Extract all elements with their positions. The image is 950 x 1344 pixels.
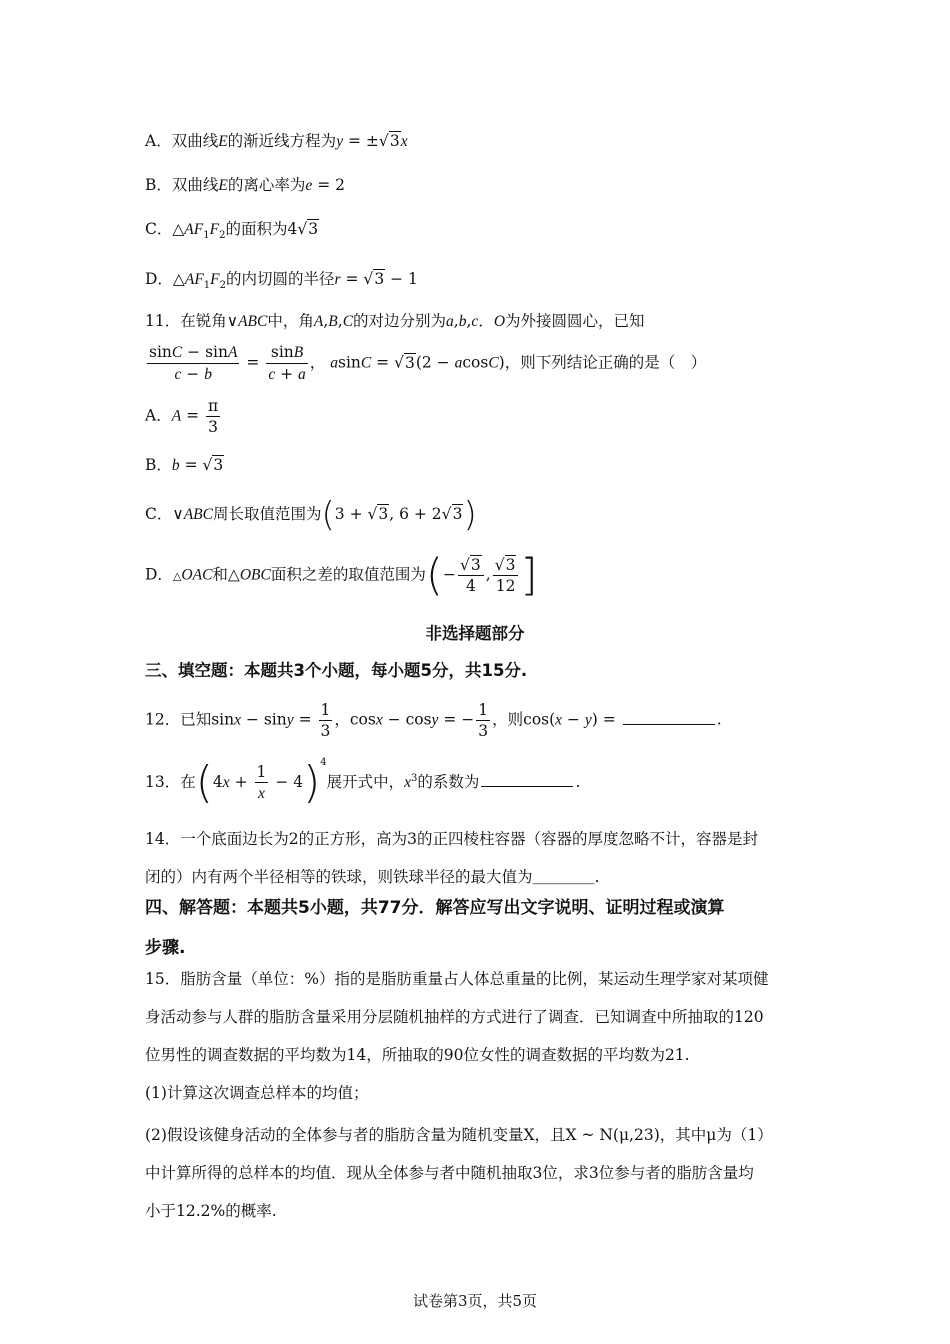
q15-part2-line3: 小于12.2%的概率. bbox=[145, 1202, 277, 1220]
section4-heading-line1: 四、解答题：本题共5小题，共77分．解答应写出文字说明、证明过程或演算 bbox=[145, 898, 725, 918]
q14-line1: 14．一个底面边长为2的正方形，高为3的正四棱柱容器（容器的厚度忽略不计，容器是封 bbox=[145, 830, 758, 848]
q11-stem-line1: 11．在锐角∨ABC中，角A,B,C的对边分别为a,b,c．O为外接圆圆心，已知 bbox=[145, 312, 645, 330]
section-title: 非选择题部分 bbox=[425, 624, 525, 643]
q13: 13．在(4x + $\frac{1}{x}$ − 4)$^4$展开式中，$x^3$的系数为 . bbox=[145, 757, 581, 808]
q15-part2-line1: (2)假设该健身活动的全体参与者的脂肪含量为随机变量X，且X ~ N(μ,23)，其中μ为（1） bbox=[145, 1126, 773, 1144]
q11-option-d: D．△OAC和△OBC面积之差的取值范围为(− $\frac{√3}{4}$ , $\frac{√3}{12}$ ] bbox=[145, 549, 538, 601]
section3-heading: 三、填空题：本题共3个小题，每小题5分，共15分. bbox=[145, 661, 528, 680]
q15-part2-line2: 中计算所得的总样本的均值．现从全体参与者中随机抽取3位，求3位参与者的脂肪含量均 bbox=[145, 1164, 754, 1182]
q15-line1: 15．脂肪含量（单位：%）指的是脂肪重量占人体总重量的比例，某运动生理学家对某项健 bbox=[145, 970, 769, 988]
q11-option-b: B．b = √3 bbox=[145, 456, 224, 474]
q11-stem-line2: $\frac{\sin C - \sin A}{c - b}$ = $\frac{\sin B}{c + a}$ ， asinC = √3(2 − acosC)，则下列结论正确的是（ ） bbox=[149, 343, 707, 383]
q15-line3: 位男性的调查数据的平均数为14，所抽取的90位女性的调查数据的平均数为21. bbox=[145, 1046, 690, 1064]
q14 bbox=[145, 820, 810, 896]
q10-option-c: C．$\triangle AF_1F_2$的面积为4√3 bbox=[145, 220, 319, 242]
section4-heading bbox=[145, 888, 810, 968]
q11-option-a: A．A = $\frac{\pi}{3}$ bbox=[145, 397, 219, 436]
section4-heading-line2: 步骤. bbox=[145, 938, 186, 958]
q10-option-a: A．双曲线E的渐近线方程为y = ±√3x bbox=[145, 132, 408, 150]
q15-part1: (1)计算这次调查总样本的均值； bbox=[145, 1084, 369, 1102]
page-footer: 试卷第3页，共5页 bbox=[412, 1292, 538, 1310]
q15 bbox=[145, 960, 810, 1230]
q10-option-b: B．双曲线E的离心率为e = 2 bbox=[145, 176, 345, 194]
q11-option-c: C．∨ABC周长取值范围为(3 + √3, 6 + 2√3) bbox=[145, 495, 477, 535]
q15-line2: 身活动参与人群的脂肪含量采用分层随机抽样的方式进行了调查．已知调查中所抽取的120 bbox=[145, 1008, 764, 1026]
q14-line2: 闭的）内有两个半径相等的铁球，则铁球半径的最大值为＿＿＿＿. bbox=[145, 868, 600, 886]
q12: 12．已知sinx − siny = $\frac{1}{3}$ ，cosx − cosy = − $\frac{1}{3}$ ，则cos(x − y) = . bbox=[145, 701, 722, 740]
q10-option-d: D．$\triangle AF_1F_2$的内切圆的半径r = √3 − 1 bbox=[145, 270, 418, 292]
